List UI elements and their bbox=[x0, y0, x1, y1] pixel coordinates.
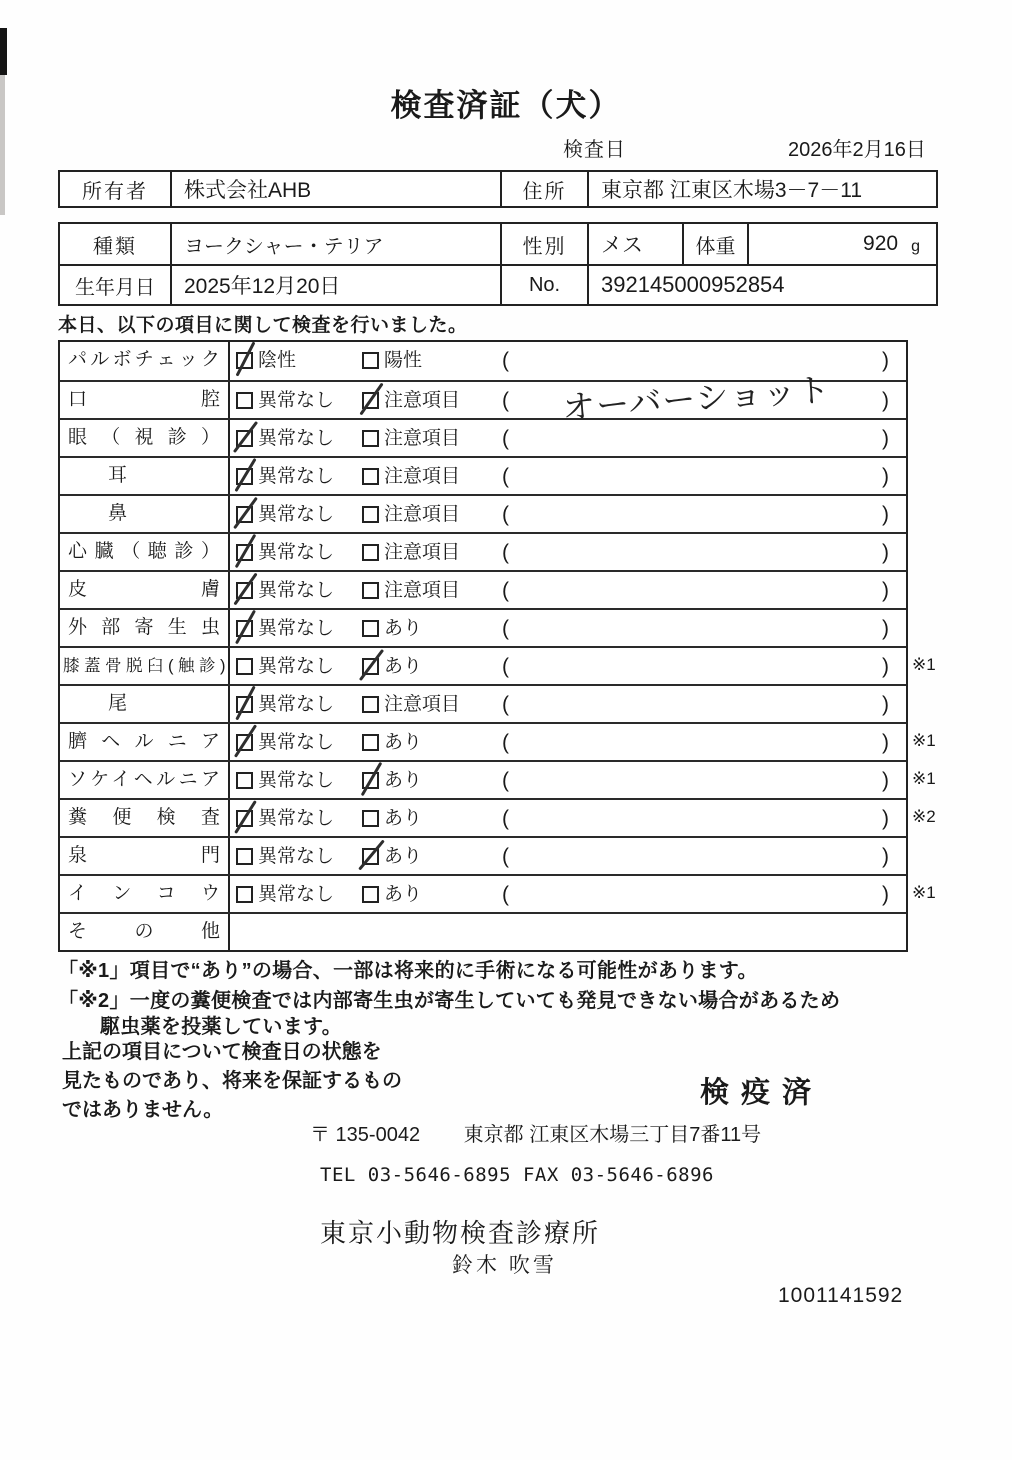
intro-sentence: 本日、以下の項目に関して検査を行いました。 bbox=[58, 315, 468, 336]
exam-table-row bbox=[60, 836, 906, 874]
checkbox-opt1 bbox=[236, 886, 253, 903]
opt2-label: 陽性 bbox=[384, 350, 423, 371]
checkbox-opt1 bbox=[236, 468, 253, 485]
close-paren: ) bbox=[882, 389, 889, 412]
checkbox-opt1 bbox=[236, 810, 253, 827]
reference-mark: ※1 bbox=[912, 769, 936, 788]
exam-table-row bbox=[60, 532, 906, 570]
exam-row-content bbox=[230, 610, 906, 646]
exam-item-label: 臍ヘルニア bbox=[60, 724, 230, 760]
checkbox-opt2 bbox=[362, 658, 379, 675]
opt1-label: 異常なし bbox=[258, 884, 335, 905]
exam-table-row bbox=[60, 494, 906, 532]
close-paren: ) bbox=[882, 769, 889, 792]
checkmark-icon bbox=[358, 839, 385, 870]
checkmark-icon bbox=[235, 610, 256, 645]
opt2-label: あり bbox=[384, 618, 423, 639]
checkbox-opt2 bbox=[362, 810, 379, 827]
exam-item-label: 尾 bbox=[60, 686, 230, 722]
opt1-label: 異常なし bbox=[258, 618, 335, 639]
birthdate-value: 2025年12月20日 bbox=[170, 266, 500, 304]
open-paren: ( bbox=[502, 731, 509, 754]
opt2-label: 注意項目 bbox=[384, 504, 461, 525]
exam-item-label: 口腔 bbox=[60, 382, 230, 418]
checkbox-opt1 bbox=[236, 620, 253, 637]
close-paren: ) bbox=[882, 845, 889, 868]
close-paren: ) bbox=[882, 655, 889, 678]
open-paren: ( bbox=[502, 541, 509, 564]
open-paren: ( bbox=[502, 655, 509, 678]
exam-row-content bbox=[230, 800, 936, 836]
close-paren: ) bbox=[882, 465, 889, 488]
checkmark-icon bbox=[235, 534, 257, 568]
checkbox-opt2 bbox=[362, 392, 379, 409]
open-paren: ( bbox=[502, 807, 509, 830]
checkmark-icon bbox=[359, 383, 383, 416]
checkbox-opt2 bbox=[362, 468, 379, 485]
exam-table-row bbox=[60, 760, 936, 798]
close-paren: ) bbox=[882, 617, 889, 640]
checkbox-opt1 bbox=[236, 772, 253, 789]
clinic-address-line bbox=[310, 1118, 761, 1147]
owner-value: 株式会社AHB bbox=[170, 172, 500, 206]
open-paren: ( bbox=[502, 769, 509, 792]
exam-table-row bbox=[60, 874, 936, 912]
close-paren: ) bbox=[882, 693, 889, 716]
close-paren: ) bbox=[882, 427, 889, 450]
exam-row-content bbox=[230, 686, 906, 722]
checkmark-icon bbox=[234, 800, 257, 834]
checkbox-opt1 bbox=[236, 658, 253, 675]
address-value: 東京都 江東区木場3－7－11 bbox=[587, 172, 936, 206]
exam-item-label: 耳 bbox=[60, 458, 230, 494]
quarantine-stamp: 検疫済 bbox=[700, 1077, 824, 1109]
close-paren: ) bbox=[882, 731, 889, 754]
close-paren: ) bbox=[882, 349, 889, 372]
exam-table bbox=[58, 340, 936, 952]
exam-row-content bbox=[230, 572, 906, 608]
opt2-label: あり bbox=[384, 884, 423, 905]
exam-row-content bbox=[230, 648, 936, 684]
checkbox-opt1 bbox=[236, 430, 253, 447]
open-paren: ( bbox=[502, 427, 509, 450]
opt1-label: 異常なし bbox=[258, 694, 335, 715]
checkbox-opt1 bbox=[236, 392, 253, 409]
birthdate-label: 生年月日 bbox=[75, 276, 155, 299]
opt1-label: 異常なし bbox=[258, 656, 335, 677]
checkmark-icon bbox=[233, 421, 258, 453]
opt1-label: 陰性 bbox=[258, 350, 297, 371]
checkbox-opt1 bbox=[236, 734, 253, 751]
opt2-label: 注意項目 bbox=[384, 428, 461, 449]
clinic-street-address: 東京都 江東区木場三丁目7番11号 bbox=[463, 1124, 762, 1146]
open-paren: ( bbox=[502, 845, 509, 868]
opt1-label: 異常なし bbox=[258, 542, 335, 563]
close-paren: ) bbox=[882, 807, 889, 830]
open-paren: ( bbox=[502, 883, 509, 906]
exam-item-label: 糞便検査 bbox=[60, 800, 230, 836]
exam-row-content bbox=[230, 370, 906, 427]
close-paren: ) bbox=[882, 541, 889, 564]
page-title: 検査済証（犬） bbox=[390, 88, 622, 123]
address-label: 住所 bbox=[500, 172, 587, 206]
exam-table-row bbox=[60, 912, 906, 950]
footnote-2-continued: 駆虫薬を投薬しています。 bbox=[100, 1016, 342, 1038]
checkbox-opt2 bbox=[362, 620, 379, 637]
checkbox-opt1 bbox=[236, 506, 253, 523]
checkbox-opt2 bbox=[362, 506, 379, 523]
exam-item-label: ソケイヘルニア bbox=[60, 762, 230, 798]
opt2-label: あり bbox=[384, 656, 423, 677]
inspection-date-value: 2026年2月16日 bbox=[788, 139, 926, 161]
checkbox-opt1 bbox=[236, 352, 253, 369]
close-paren: ) bbox=[882, 503, 889, 526]
weight-unit: g bbox=[911, 237, 920, 255]
footnote-2: 「※2」一度の糞便検査では内部寄生虫が寄生していても発見できない場合があるため bbox=[58, 990, 841, 1012]
close-paren: ) bbox=[882, 579, 889, 602]
postal-code: 〒 135-0042 bbox=[310, 1124, 421, 1146]
exam-table-row bbox=[60, 608, 906, 646]
document-number: 1001141592 bbox=[778, 1284, 904, 1307]
exam-table-row bbox=[60, 798, 936, 836]
exam-item-label: 膝蓋骨脱臼(触診) bbox=[60, 648, 230, 684]
open-paren: ( bbox=[502, 349, 509, 372]
checkbox-opt1 bbox=[236, 544, 253, 561]
opt2-label: 注意項目 bbox=[384, 542, 461, 563]
opt1-label: 異常なし bbox=[258, 504, 335, 525]
exam-row-content bbox=[230, 458, 906, 494]
checkbox-opt2 bbox=[362, 352, 379, 369]
exam-item-label: 外部寄生虫 bbox=[60, 610, 230, 646]
checkmark-icon bbox=[361, 762, 383, 796]
exam-table-row bbox=[60, 570, 906, 608]
exam-item-label: その他 bbox=[60, 914, 230, 950]
exam-item-label: インコウ bbox=[60, 876, 230, 912]
animal-info-row-2 bbox=[60, 264, 936, 304]
checkbox-opt1 bbox=[236, 696, 253, 713]
checkmark-icon bbox=[235, 686, 255, 721]
handwritten-note: オーバーショット bbox=[560, 370, 832, 427]
disclaimer-line-3: ではありません。 bbox=[62, 1099, 224, 1121]
footnote-1: 「※1」項目で“あり”の場合、一部は将来的に手術になる可能性があります。 bbox=[58, 960, 758, 982]
exam-item-label: 皮膚 bbox=[60, 572, 230, 608]
exam-table-row bbox=[60, 646, 936, 684]
checkbox-opt2 bbox=[362, 582, 379, 599]
opt2-label: あり bbox=[384, 846, 423, 867]
reference-mark: ※1 bbox=[912, 655, 936, 674]
sex-label: 性別 bbox=[500, 224, 587, 264]
opt2-label: 注意項目 bbox=[384, 694, 461, 715]
checkbox-opt2 bbox=[362, 848, 379, 865]
exam-item-label: 泉門 bbox=[60, 838, 230, 874]
checkbox-opt1 bbox=[236, 582, 253, 599]
opt1-label: 異常なし bbox=[258, 580, 335, 601]
exam-item-label: 心臓（聴診） bbox=[60, 534, 230, 570]
owner-table bbox=[58, 170, 938, 208]
exam-table-row bbox=[60, 722, 936, 760]
exam-item-label: 鼻 bbox=[60, 496, 230, 532]
checkbox-opt2 bbox=[362, 734, 379, 751]
disclaimer-line-1: 上記の項目について検査日の状態を bbox=[62, 1041, 382, 1063]
open-paren: ( bbox=[502, 579, 509, 602]
opt1-label: 異常なし bbox=[258, 808, 335, 829]
disclaimer-line-2: 見たものであり、将来を保証するもの bbox=[62, 1070, 402, 1092]
exam-row-content bbox=[230, 762, 936, 798]
exam-item-label: パルボチェック bbox=[60, 342, 230, 380]
inspection-date-label: 検査日 bbox=[563, 139, 626, 161]
open-paren: ( bbox=[502, 693, 509, 716]
checkbox-opt2 bbox=[362, 772, 379, 789]
checkmark-icon bbox=[233, 497, 258, 530]
checkbox-opt2 bbox=[362, 696, 379, 713]
number-label: No. bbox=[500, 266, 587, 304]
opt1-label: 異常なし bbox=[258, 428, 335, 449]
checkmark-icon bbox=[233, 573, 257, 606]
sex-value: メス bbox=[587, 224, 682, 264]
open-paren: ( bbox=[502, 389, 509, 412]
clinic-name: 東京小動物検査診療所 bbox=[320, 1218, 601, 1248]
tel-fax-line: TEL 03-5646-6895 FAX 03-5646-6896 bbox=[320, 1164, 714, 1186]
disclaimer-text bbox=[62, 1038, 402, 1125]
exam-table-row bbox=[60, 456, 906, 494]
checkmark-icon bbox=[234, 458, 256, 492]
exam-row-content bbox=[230, 420, 906, 456]
opt2-label: あり bbox=[384, 770, 423, 791]
weight-cell bbox=[747, 224, 936, 264]
opt1-label: 異常なし bbox=[258, 732, 335, 753]
animal-info-row-1 bbox=[60, 224, 936, 264]
open-paren: ( bbox=[502, 617, 509, 640]
reference-mark: ※1 bbox=[912, 731, 936, 750]
opt1-label: 異常なし bbox=[258, 770, 335, 791]
checkmark-icon bbox=[359, 649, 384, 681]
animal-info-table bbox=[58, 222, 938, 306]
opt1-label: 異常なし bbox=[258, 846, 335, 867]
exam-table-row bbox=[60, 370, 906, 427]
opt2-label: 注意項目 bbox=[384, 390, 461, 411]
opt2-label: 注意項目 bbox=[384, 580, 461, 601]
veterinarian-name: 鈴木 吹雪 bbox=[452, 1254, 557, 1277]
checkbox-opt2 bbox=[362, 886, 379, 903]
opt2-label: あり bbox=[384, 808, 423, 829]
checkbox-opt1 bbox=[236, 848, 253, 865]
opt1-label: 異常なし bbox=[258, 390, 335, 411]
weight-value: 920 bbox=[863, 232, 899, 255]
open-paren: ( bbox=[502, 503, 509, 526]
opt2-label: あり bbox=[384, 732, 423, 753]
exam-row-content bbox=[230, 914, 906, 950]
checkbox-opt2 bbox=[362, 430, 379, 447]
exam-row-content bbox=[230, 724, 936, 760]
breed-label: 種類 bbox=[93, 235, 137, 258]
reference-mark: ※2 bbox=[912, 807, 936, 826]
weight-label: 体重 bbox=[682, 224, 747, 264]
open-paren: ( bbox=[502, 465, 509, 488]
reference-mark: ※1 bbox=[912, 883, 936, 902]
exam-row-content bbox=[230, 838, 906, 874]
owner-label: 所有者 bbox=[82, 180, 148, 203]
number-value: 392145000952854 bbox=[587, 266, 936, 304]
exam-row-content bbox=[230, 534, 906, 570]
exam-item-label: 眼（視診） bbox=[60, 420, 230, 456]
checkbox-opt2 bbox=[362, 544, 379, 561]
exam-row-content bbox=[230, 496, 906, 532]
opt2-label: 注意項目 bbox=[384, 466, 461, 487]
close-paren: ) bbox=[882, 883, 889, 906]
exam-table-row bbox=[60, 418, 906, 456]
checkmark-icon bbox=[234, 724, 257, 758]
exam-table-row bbox=[60, 684, 906, 722]
checkmark-icon bbox=[236, 341, 256, 376]
opt1-label: 異常なし bbox=[258, 466, 335, 487]
breed-value: ヨークシャー・テリア bbox=[170, 224, 500, 264]
scan-artifact-black-bar bbox=[0, 28, 7, 75]
exam-row-content bbox=[230, 876, 936, 912]
